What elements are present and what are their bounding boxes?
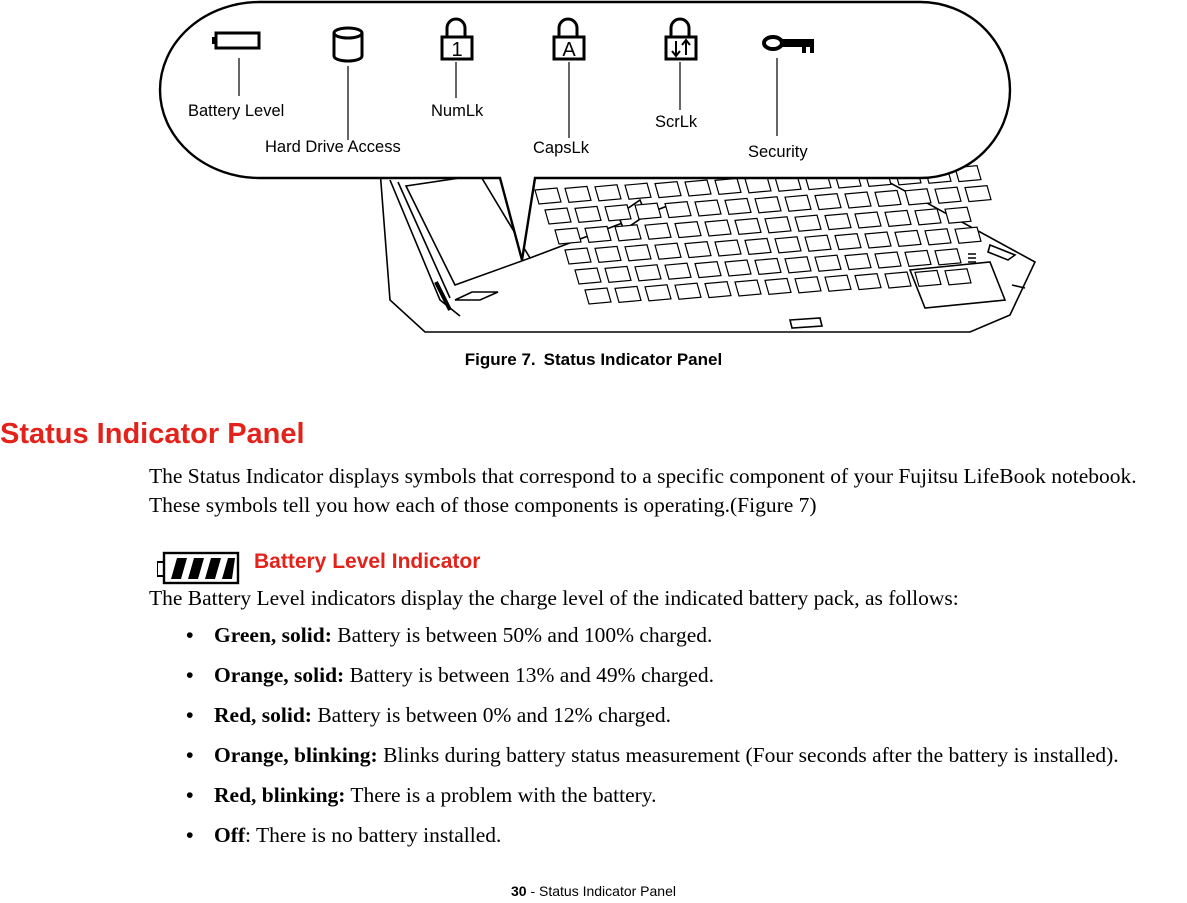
keyboard-key <box>855 212 881 228</box>
keyboard-key <box>735 280 761 296</box>
keyboard-key <box>745 238 771 254</box>
keyboard-key <box>675 283 701 299</box>
keyboard-key <box>535 188 561 204</box>
bullet-icon: • <box>186 743 194 767</box>
keyboard-key <box>715 178 741 194</box>
keyboard-key <box>965 186 991 202</box>
keyboard-key <box>845 254 871 270</box>
keyboard-key <box>665 202 691 218</box>
figure-caption <box>0 350 1187 370</box>
keyboard-key <box>645 223 671 239</box>
numlock-glyph: 1 <box>451 39 463 61</box>
list-item: • Green, solid: Battery is between 50% and 100% charged. <box>186 623 713 647</box>
keyboard-key <box>605 205 631 221</box>
security-label: Security <box>748 143 808 161</box>
figure-caption-title: Status Indicator Panel <box>543 350 723 369</box>
section-intro: The Status Indicator displays symbols that correspond to a specific component of your Fujitsu LifeBook notebook. These symbols tell you how each of those components is operating.(Figure 7) <box>149 464 1137 517</box>
footer-title: Status Indicator Panel <box>539 883 676 899</box>
keyboard-key <box>695 200 721 216</box>
keyboard-key <box>765 217 791 233</box>
keyboard-key <box>625 183 651 199</box>
keyboard-key <box>915 270 941 286</box>
keyboard-key <box>885 272 911 288</box>
keyboard-key <box>785 257 811 273</box>
status-indicator-figure <box>150 0 1050 340</box>
keyboard-key <box>705 282 731 298</box>
keyboard-key <box>635 265 661 281</box>
keyboard-key <box>545 208 571 224</box>
keyboard-key <box>865 232 891 248</box>
keyboard-key <box>695 262 721 278</box>
keyboard-key <box>655 243 681 259</box>
keyboard-key <box>785 195 811 211</box>
keyboard-key <box>575 206 601 222</box>
list-item: • Orange, blinking: Blinks during battery status measurement (Four seconds after the battery is installed). <box>186 743 1119 767</box>
keyboard-key <box>705 220 731 236</box>
page-number: 30 <box>510 883 527 899</box>
keyboard-key <box>585 226 611 242</box>
keyboard-key <box>725 260 751 276</box>
keyboard-key <box>905 250 931 266</box>
keyboard-key <box>635 203 661 219</box>
keyboard-key <box>925 229 951 245</box>
keyboard-key <box>795 215 821 231</box>
list-item: • Orange, solid: Battery is between 13% and 49% charged. <box>186 663 714 687</box>
keyboard-key <box>625 245 651 261</box>
keyboard-key <box>685 242 711 258</box>
notebook-illustration <box>150 0 1050 340</box>
keyboard-key <box>885 210 911 226</box>
battery-level-heading: Battery Level Indicator <box>254 550 481 573</box>
keyboard-key <box>945 207 971 223</box>
keyboard-key <box>815 194 841 210</box>
keyboard-key <box>825 214 851 230</box>
battery-status-list <box>180 622 1170 862</box>
keyboard-key <box>935 187 961 203</box>
battery-level-indicator-icon <box>157 550 241 586</box>
keyboard-key <box>755 197 781 213</box>
keyboard-key <box>685 180 711 196</box>
bullet-icon: • <box>186 823 194 847</box>
keyboard-key <box>755 258 781 274</box>
keyboard-key <box>945 269 971 285</box>
keyboard-key <box>555 228 581 244</box>
capslk-label: CapsLk <box>533 139 589 157</box>
keyboard-key <box>605 266 631 282</box>
bullet-icon: • <box>186 783 194 807</box>
bullet-icon: • <box>186 663 194 687</box>
keyboard-key <box>795 277 821 293</box>
keyboard-key <box>565 248 591 264</box>
numlk-label: NumLk <box>431 102 484 120</box>
keyboard-key <box>775 237 801 253</box>
keyboard-key <box>895 230 921 246</box>
hard-drive-access-label: Hard Drive Access <box>265 138 401 156</box>
section-heading: Status Indicator Panel <box>0 418 305 450</box>
list-item: • Red, solid: Battery is between 0% and 12% charged. <box>186 703 671 727</box>
keyboard-key <box>715 240 741 256</box>
keyboard-key <box>845 192 871 208</box>
keyboard-key <box>825 275 851 291</box>
keyboard-key <box>595 246 621 262</box>
capslock-glyph: A <box>562 39 576 61</box>
keyboard-key <box>955 227 981 243</box>
keyboard-key <box>615 286 641 302</box>
list-item: • Red, blinking: There is a problem with the battery. <box>186 783 657 807</box>
keyboard-key <box>915 209 941 225</box>
bullet-icon: • <box>186 623 194 647</box>
keyboard-key <box>835 234 861 250</box>
battery-level-intro: The Battery Level indicators display the charge level of the indicated battery pack, as follows: <box>149 586 959 610</box>
keyboard-key <box>875 252 901 268</box>
list-item: • Off: There is no battery installed. <box>186 823 502 847</box>
keyboard-key <box>675 222 701 238</box>
keyboard-key <box>905 189 931 205</box>
keyboard-key <box>765 278 791 294</box>
keyboard-key <box>735 218 761 234</box>
keyboard-key <box>565 186 591 202</box>
keyboard-key <box>725 198 751 214</box>
keyboard-key <box>595 185 621 201</box>
bullet-icon: • <box>186 703 194 727</box>
battery-level-label: Battery Level <box>188 102 285 120</box>
keyboard-key <box>585 288 611 304</box>
keyboard-key <box>935 249 961 265</box>
keyboard-key <box>855 274 881 290</box>
keyboard-key <box>655 182 681 198</box>
keyboard-key <box>665 263 691 279</box>
page-footer: 30 - Status Indicator Panel <box>510 883 676 899</box>
figure-caption-number: Figure 7. <box>464 350 536 369</box>
keyboard-key <box>875 190 901 206</box>
keyboard-key <box>615 225 641 241</box>
keyboard-key <box>575 268 601 284</box>
keyboard-key <box>805 235 831 251</box>
keyboard-key <box>645 285 671 301</box>
keyboard-key <box>815 255 841 271</box>
scrlk-label: ScrLk <box>655 113 698 131</box>
